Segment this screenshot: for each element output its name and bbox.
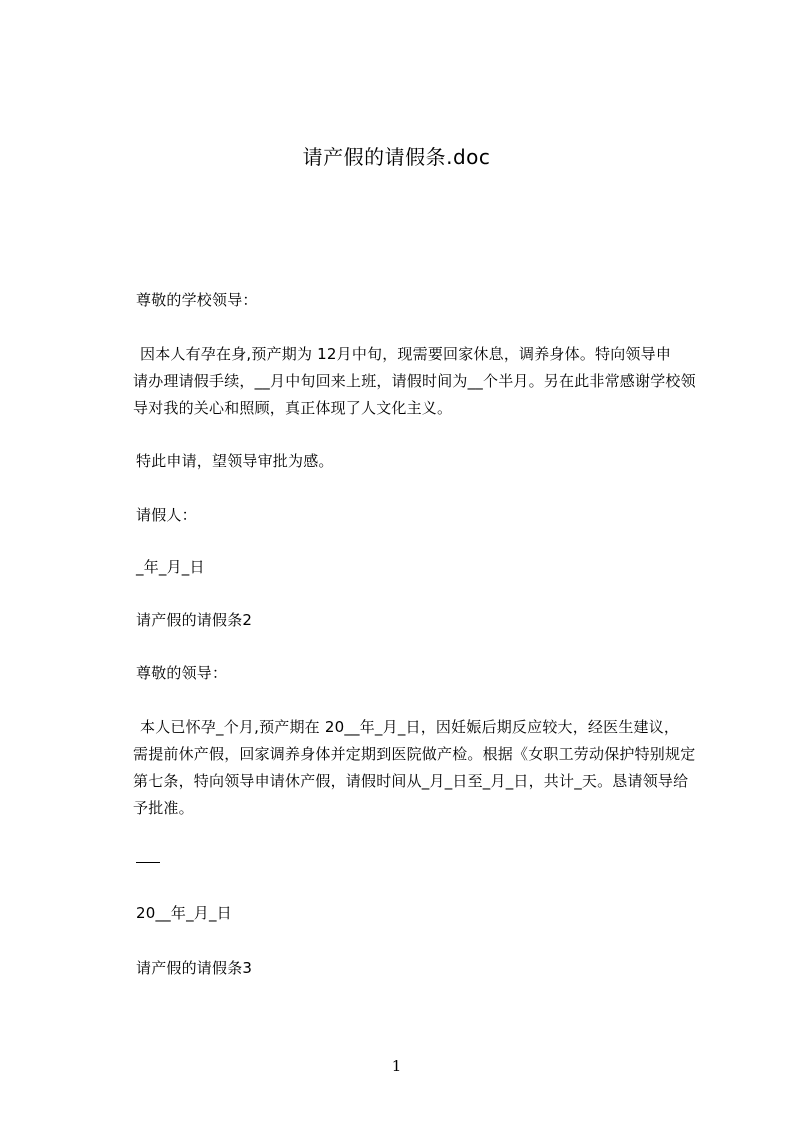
applicant-label: 请假人： <box>136 506 197 524</box>
paragraph-2-line-4: 予批准。 <box>133 799 194 817</box>
page-number: 1 <box>391 1057 402 1075</box>
signature-blank-line <box>136 862 160 863</box>
section-heading-3: 请产假的请假条3 <box>136 959 253 977</box>
closing-statement: 特此申请，望领导审批为感。 <box>136 452 334 470</box>
salutation-school-leader: 尊敬的学校领导： <box>136 291 258 309</box>
paragraph-2-line-1: 本人已怀孕_个月,预产期在 20__年_月_日，因妊娠后期反应较大，经医生建议， <box>140 718 680 736</box>
paragraph-1-line-1: 因本人有孕在身,预产期为 12月中旬，现需要回家休息，调养身体。特向领导申 <box>140 345 672 363</box>
leave-request-paragraph-1 <box>133 341 706 422</box>
paragraph-1-line-3: 导对我的关心和照顾，真正体现了人文化主义。 <box>133 399 453 417</box>
paragraph-2-line-2: 需提前休产假，回家调养身体并定期到医院做产检。根据《女职工劳动保护特别规定 <box>133 745 696 763</box>
date-line-2: 20__年_月_日 <box>136 904 232 922</box>
document-title: 请产假的请假条.doc <box>302 145 491 169</box>
salutation-leader: 尊敬的领导： <box>136 664 228 682</box>
paragraph-2-line-3: 第七条，特向领导申请休产假，请假时间从_月_日至_月_日，共计_天。恳请领导给 <box>133 772 689 790</box>
leave-request-paragraph-2 <box>133 714 706 822</box>
section-heading-2: 请产假的请假条2 <box>136 611 253 629</box>
date-line-1: _年_月_日 <box>136 558 205 576</box>
paragraph-1-line-2: 请办理请假手续，__月中旬回来上班，请假时间为__个半月。另在此非常感谢学校领 <box>133 372 696 390</box>
